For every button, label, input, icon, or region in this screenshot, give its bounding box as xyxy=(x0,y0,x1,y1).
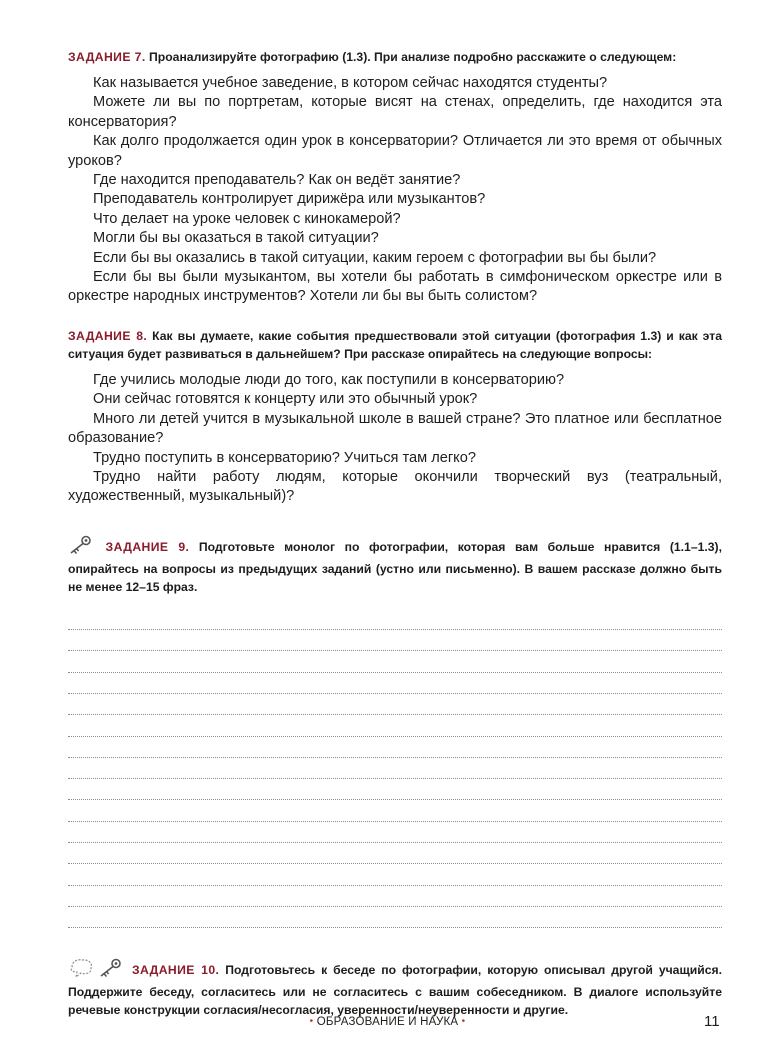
task-7 xyxy=(68,48,722,307)
task-7-instruction: Проанализируйте фотографию (1.3). При анализе подробно расскажите о следующем: xyxy=(149,50,677,64)
answer-line[interactable] xyxy=(68,694,722,715)
question: Могли бы вы оказаться в такой ситуации? xyxy=(93,230,379,247)
bullet-icon: • xyxy=(461,1016,466,1027)
answer-line[interactable] xyxy=(68,864,722,885)
question: Где учились молодые люди до того, как поступили в консерваторию? xyxy=(93,371,565,388)
answer-line[interactable] xyxy=(68,779,722,800)
page-content xyxy=(68,48,722,1019)
question: Трудно поступить в консерваторию? Учиться там легко? xyxy=(93,449,476,466)
question: Где находится преподаватель? Как он ведёт занятие? xyxy=(93,172,461,189)
question: Как называется учебное заведение, в котором сейчас находятся студенты? xyxy=(93,75,608,91)
task-9 xyxy=(68,535,722,928)
task-7-label: ЗАДАНИЕ 7. xyxy=(68,50,146,64)
question: Много ли детей учится в музыкальной школе в вашей стране? Это платное или бесплатное образование? xyxy=(68,410,722,447)
task-10 xyxy=(68,958,722,1019)
question: Если бы вы были музыкантом, вы хотели бы работать в симфоническом оркестре или в оркестре народных инструментов? Хотели ли бы вы быть солистом? xyxy=(68,269,722,305)
task-7-questions xyxy=(68,74,722,307)
answer-line[interactable] xyxy=(68,800,722,821)
answer-line[interactable] xyxy=(68,822,722,843)
key-icon xyxy=(68,535,92,560)
answer-line[interactable] xyxy=(68,886,722,907)
task-8-questions xyxy=(68,371,722,507)
question: Можете ли вы по портретам, которые висят на стенах, определить, где находится эта консерватория? xyxy=(68,94,722,130)
task-7-heading xyxy=(68,48,722,66)
answer-line[interactable] xyxy=(68,737,722,758)
task-8-heading xyxy=(68,327,722,363)
task-10-instruction: Подготовьтесь к беседе по фотографии, которую описывал другой учащийся. Поддержите беседу, согласитесь или не согласитесь с вашим собеседником. В диалоге используйте речевые конструкции согласия/несогласия, уверенности/неуверенности и другие. xyxy=(68,963,723,1018)
bullet-icon: • xyxy=(309,1016,314,1027)
key-icon xyxy=(98,958,122,983)
answer-line[interactable] xyxy=(68,843,722,864)
page-footer xyxy=(0,1016,775,1028)
question: Как долго продолжается один урок в консерватории? Отличается ли это время от обычных уроков? xyxy=(68,133,722,169)
answer-lines xyxy=(68,609,722,928)
speech-bubble-icon xyxy=(68,958,94,983)
page-number: 11 xyxy=(704,1013,720,1030)
answer-line[interactable] xyxy=(68,758,722,779)
answer-line[interactable] xyxy=(68,609,722,630)
task-8 xyxy=(68,327,722,507)
answer-line[interactable] xyxy=(68,651,722,672)
question: Они сейчас готовятся к концерту или это обычный урок? xyxy=(93,391,478,408)
section-title: ОБРАЗОВАНИЕ И НАУКА xyxy=(316,1016,459,1028)
answer-line[interactable] xyxy=(68,907,722,928)
task-9-instruction: Подготовьте монолог по фотографии, которая вам больше нравится (1.1–1.3), опирайтесь на вопросы из предыдущих заданий (устно или письменно). В вашем рассказе должно быть не менее 12–15 фраз. xyxy=(68,539,722,594)
question: Если бы вы оказались в такой ситуации, каким героем с фотографии вы бы были? xyxy=(93,249,657,266)
answer-line[interactable] xyxy=(68,630,722,651)
task-10-heading xyxy=(68,958,722,1019)
task-9-label: ЗАДАНИЕ 9. xyxy=(105,539,190,554)
answer-line[interactable] xyxy=(68,673,722,694)
answer-line[interactable] xyxy=(68,715,722,736)
task-10-label: ЗАДАНИЕ 10. xyxy=(131,963,220,978)
task-9-heading xyxy=(68,535,722,596)
task-8-label: ЗАДАНИЕ 8. xyxy=(68,328,148,343)
question: Трудно найти работу людям, которые окончили творческий вуз (театральный, художественный, музыкальный)? xyxy=(68,468,722,505)
question: Преподаватель контролирует дирижёра или музыкантов? xyxy=(93,191,486,208)
question: Что делает на уроке человек с кинокамерой? xyxy=(93,210,401,227)
task-8-instruction: Как вы думаете, какие события предшествовали этой ситуации (фотография 1.3) и как эта ситуация будет развиваться в дальнейшем? При рассказе опирайтесь на следующие вопросы: xyxy=(68,328,722,361)
